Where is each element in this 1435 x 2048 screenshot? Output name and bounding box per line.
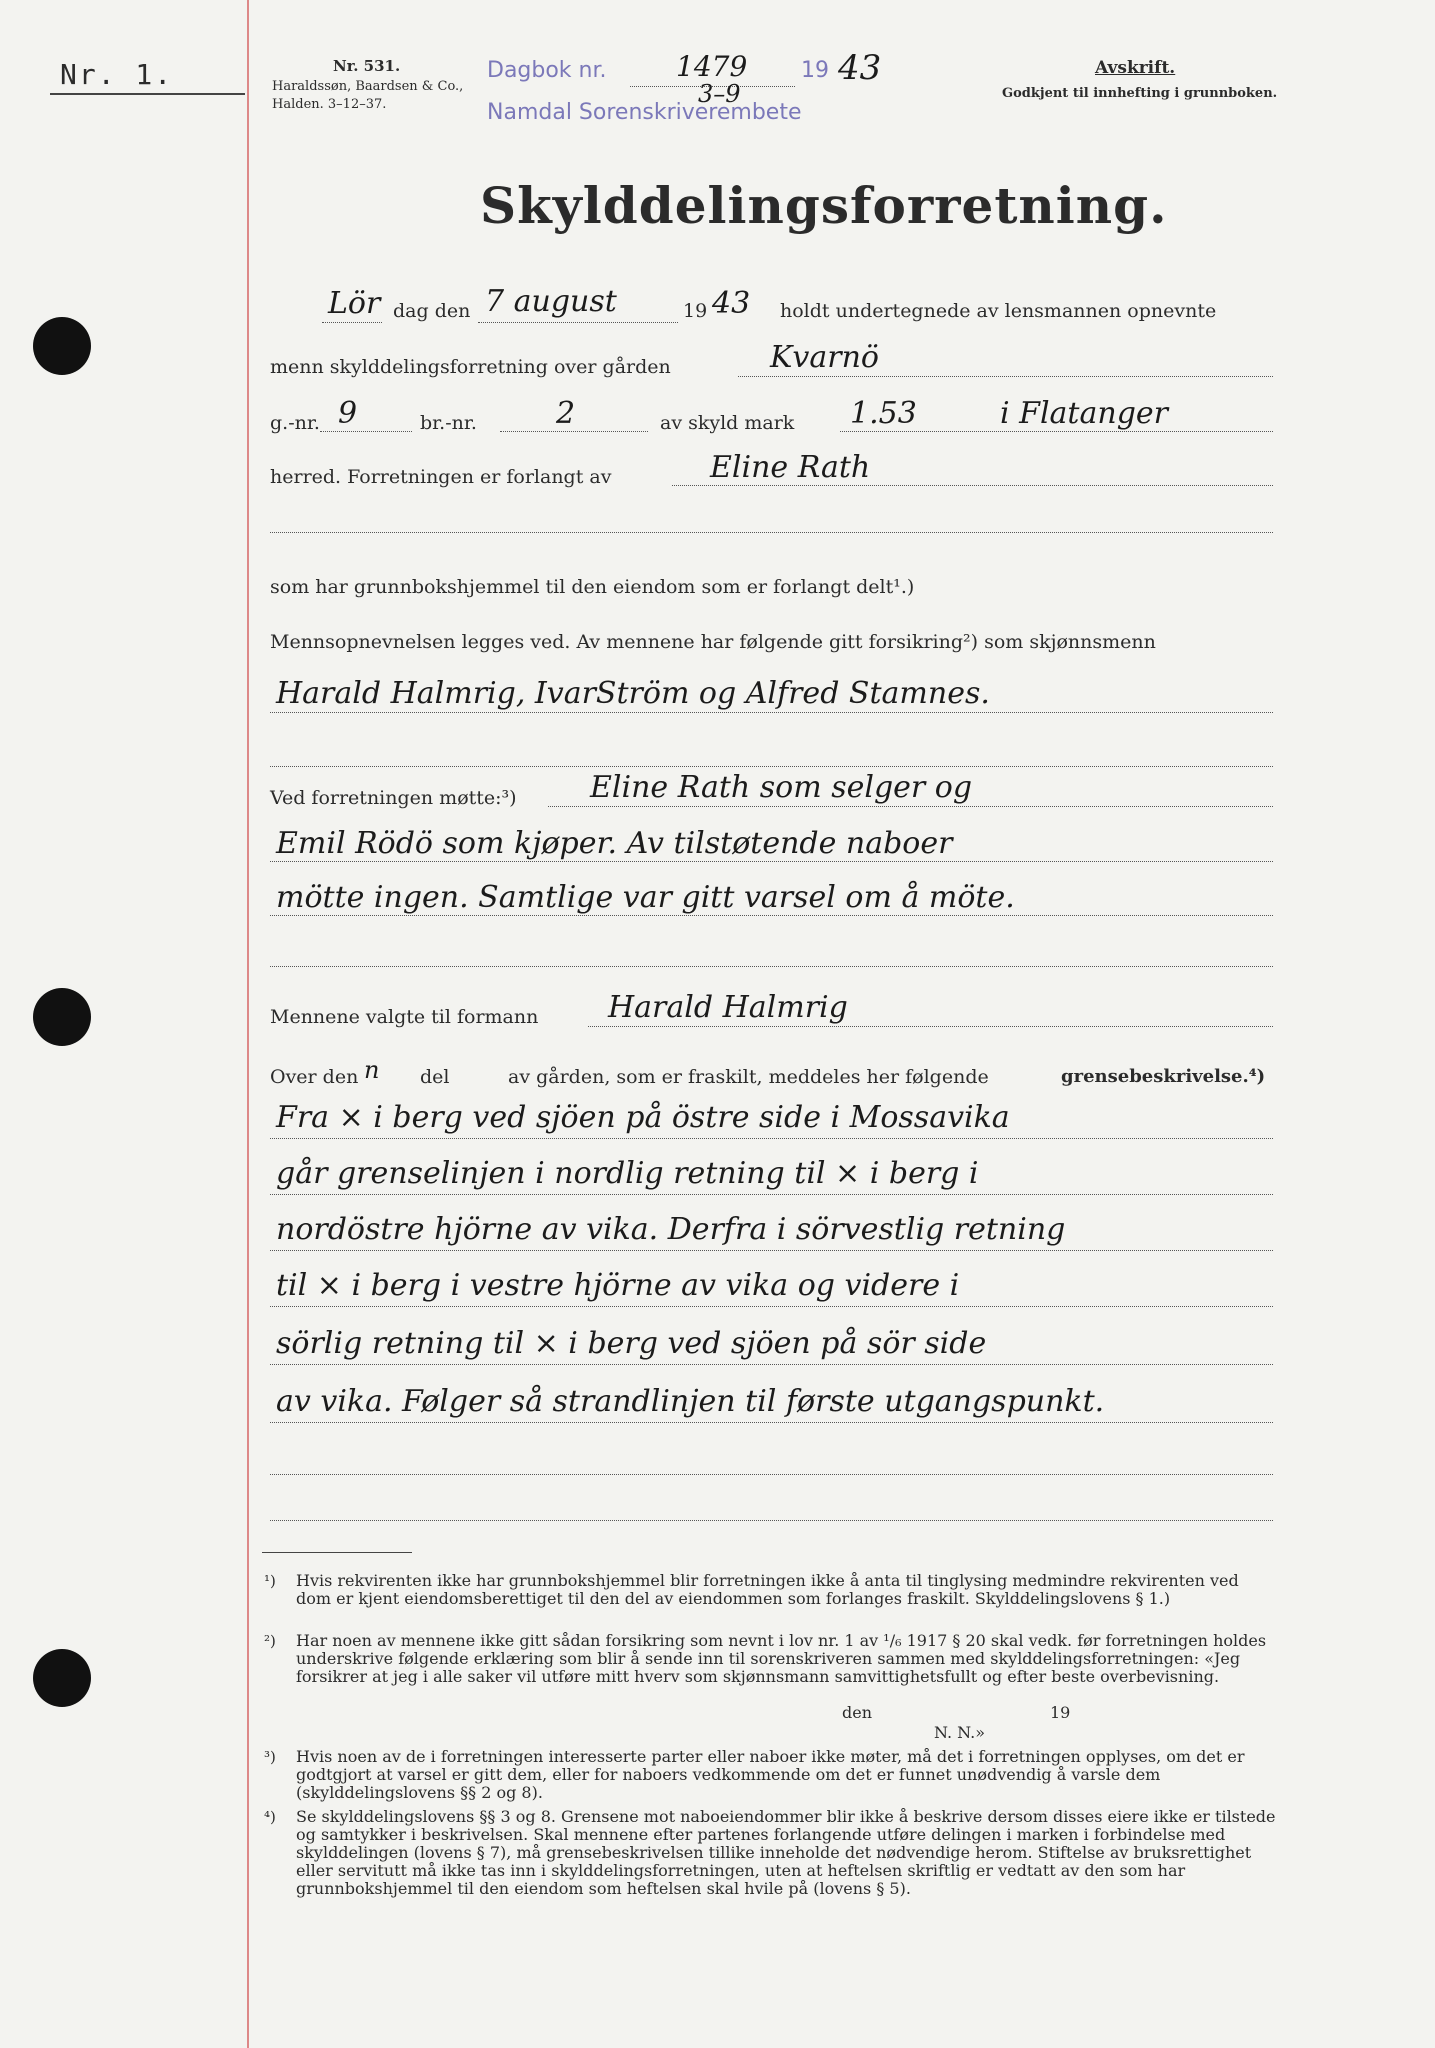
boundary-line: sörlig retning til × i berg ved sjöen på sör side — [276, 1326, 987, 1361]
footnote-3: Hvis noen av de i forretningen interesserte parter eller naboer ikke møter, må det i forretningen opplyses, om det er godtgjort at varsel er gitt dem, eller for naboers vedkommende om det er funnet unødvendig å varsle dem (skylddelingslovens §§ 2 og 8). — [296, 1747, 1245, 1802]
footnote-separator — [262, 1552, 412, 1553]
blank-line-2 — [270, 766, 1273, 767]
valuers-field: Harald Halmrig, IvarStröm og Alfred Stamnes. — [276, 676, 990, 711]
binder-hole-middle — [33, 988, 91, 1046]
footnote-2-year: 19 — [1050, 1703, 1071, 1722]
page-number: Nr. 1. — [60, 58, 174, 91]
boundary-rule — [270, 1364, 1273, 1365]
attendance-line2-rule — [270, 861, 1273, 862]
farm-line — [738, 376, 1273, 377]
herred-field: i Flatanger — [1000, 396, 1168, 431]
copy-title: Avskrift. — [1095, 58, 1176, 78]
year-field: 43 — [712, 286, 751, 321]
gnr-line — [320, 431, 412, 432]
attendance-line1-rule — [548, 806, 1273, 807]
boundary-rule — [270, 1138, 1273, 1139]
weekday-field: Lör — [328, 286, 381, 321]
intro-text: holdt undertegnede av lensmannen opnevnte — [780, 300, 1217, 322]
skyld-field: 1.53 — [850, 396, 917, 431]
boundary-intro-4: grensebeskrivelse.⁴) — [1061, 1066, 1266, 1087]
footnote-number: ¹) — [264, 1572, 276, 1590]
gnr-label: g.-nr. — [270, 412, 320, 434]
year-prefix: 19 — [683, 300, 708, 322]
attendance-line3-rule — [270, 915, 1273, 916]
page-number-rule — [50, 93, 245, 95]
skyld-label: av skyld mark — [660, 412, 795, 434]
footnote-2-signature: N. N.» — [934, 1723, 985, 1742]
form-number: Nr. 531. — [333, 57, 401, 75]
date-label: dag den — [393, 300, 471, 322]
skyld-line — [840, 431, 1273, 432]
stamp-office: Namdal Sorenskriverembete — [487, 100, 802, 125]
boundary-rule — [270, 1250, 1273, 1251]
weekday-line — [322, 322, 382, 323]
footnote-number: ⁴) — [264, 1808, 276, 1826]
copy-approval: Godkjent til innhefting i grunnboken. — [1002, 86, 1278, 101]
farm-label: menn skylddelingsforretning over gården — [270, 356, 671, 378]
ownership-text: som har grunnbokshjemmel til den eiendom som er forlangt delt¹.) — [270, 576, 915, 598]
requester-label: herred. Forretningen er forlangt av — [270, 466, 612, 488]
footnote-number: ³) — [264, 1748, 276, 1766]
attendance-line1: Eline Rath som selger og — [590, 770, 973, 805]
valuers-line — [270, 712, 1273, 713]
date-line — [478, 322, 678, 323]
bnr-line — [500, 431, 648, 432]
printer-name: Haraldssøn, Baardsen & Co., — [272, 79, 464, 94]
date-field: 7 august — [485, 284, 617, 319]
dagbok-date: 3–9 — [698, 80, 741, 108]
blank-line-1 — [270, 532, 1273, 533]
boundary-rule — [270, 1194, 1273, 1195]
dagbok-number: 1479 — [676, 50, 748, 83]
boundary-intro-2: del — [420, 1066, 450, 1088]
footnote-2-den: den — [842, 1703, 873, 1722]
bnr-label: br.-nr. — [420, 412, 477, 434]
blank-line-5 — [270, 1520, 1273, 1521]
chairman-label: Mennene valgte til formann — [270, 1006, 539, 1028]
gnr-field: 9 — [338, 396, 358, 431]
boundary-line: nordöstre hjörne av vika. Derfra i sörvestlig retning — [276, 1212, 1066, 1247]
farm-field: Kvarnö — [770, 340, 879, 375]
dagbok-year: 43 — [838, 48, 882, 88]
boundary-rule — [270, 1422, 1273, 1423]
attendance-label: Ved forretningen møtte:³) — [270, 787, 517, 809]
attendance-line3: mötte ingen. Samtlige var gitt varsel om å möte. — [276, 880, 1015, 915]
boundary-line: Fra × i berg ved sjöen på östre side i Mossavika — [276, 1100, 1010, 1135]
margin-line — [247, 0, 249, 2048]
footnote-2: Har noen av mennene ikke gitt sådan forsikring som nevnt i lov nr. 1 av ¹/₆ 1917 § 20 skal vedk. før forretningen holdes underskrive følgende erklæring som blir å sende inn til sorenskriveren sammen med skylddelingsforretningen: «Jeg forsikrer at jeg i alle saker vil utføre mitt hverv som skjønnsmann samvittighetsfullt og efter beste overbevisning. — [296, 1631, 1267, 1686]
footnote-4: Se skylddelingslovens §§ 3 og 8. Grensene mot naboeiendommer blir ikke å beskrive dersom disses eiere ikke er tilstede og samtykker i beskrivelsen. Skal mennene efter partenes forlangende utføre delingen i marken i forbindelse med skylddelingen (lovens § 7), må grensebeskrivelsen tillike inneholde det nødvendige herom. Stiftelse av bruksrettighet eller servitutt må ikke tas inn i skylddelingsforretningen, uten at heftelsen skriftlig er vedtatt av den som har grunnbokshjemmel til den eiendom som heftelsen skal hvile på (lovens § 5). — [296, 1807, 1276, 1898]
boundary-rule — [270, 1306, 1273, 1307]
boundary-line: av vika. Følger så strandlinjen til første utgangspunkt. — [276, 1384, 1105, 1419]
printer-place-date: Halden. 3–12–37. — [272, 97, 387, 112]
footnote-number: ²) — [264, 1632, 276, 1650]
footnote-1: Hvis rekvirenten ikke har grunnbokshjemmel blir forretningen ikke å anta til tinglysing medmindre rekvirenten ved dom er kjent eiendomsberettiget til den del av eiendommen som forlanges fraskilt. Skylddelingslovens § 1.) — [296, 1571, 1239, 1608]
blank-line-4 — [270, 1474, 1273, 1475]
page-title: Skylddelingsforretning. — [480, 176, 1168, 235]
stamp-year-prefix: 19 — [801, 58, 829, 83]
blank-line-3 — [270, 966, 1273, 967]
chairman-line — [588, 1026, 1273, 1027]
binder-hole-top — [33, 317, 91, 375]
chairman-field: Harald Halmrig — [608, 990, 848, 1025]
requester-field: Eline Rath — [710, 450, 871, 485]
valuers-label: Mennsopnevnelsen legges ved. Av mennene har følgende gitt forsikring²) som skjønnsmenn — [270, 631, 1156, 653]
boundary-intro-3: av gården, som er fraskilt, meddeles her følgende — [508, 1066, 989, 1088]
bnr-field: 2 — [556, 396, 576, 431]
requester-line — [672, 485, 1273, 486]
binder-hole-bottom — [33, 1649, 91, 1707]
boundary-intro-1: Over den — [270, 1066, 359, 1088]
stamp-dagbok-label: Dagbok nr. — [487, 58, 607, 83]
boundary-line: går grenselinjen i nordlig retning til × i berg i — [276, 1156, 979, 1191]
boundary-line: til × i berg i vestre hjörne av vika og videre i — [276, 1268, 960, 1303]
boundary-intro-hand: n — [364, 1056, 380, 1084]
attendance-line2: Emil Rödö som kjøper. Av tilstøtende naboer — [276, 826, 953, 861]
